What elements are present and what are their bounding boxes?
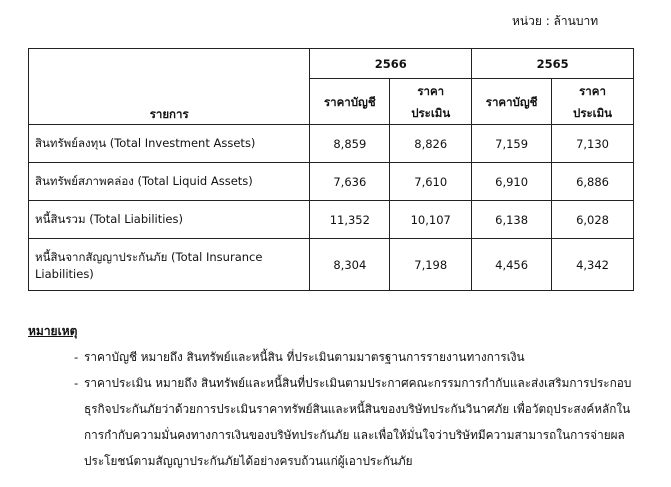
cell-value: 7,198 — [390, 239, 472, 291]
notes-title: หมายเหตุ — [28, 324, 78, 338]
cell-value: 6,910 — [472, 163, 552, 201]
note-item — [74, 370, 634, 474]
year-header-row — [29, 49, 634, 79]
row-label: หนี้สินจากสัญญาประกันภัย (Total Insurance Liabilities) — [29, 239, 310, 291]
appraised-value-header: ราคา ประเมิน — [390, 79, 472, 125]
note-text: ราคาประเมิน หมายถึง สินทรัพย์และหนี้สินที่ประเมินตามประกาศคณะกรรมการกำกับและส่งเสริมการประกอบธุรกิจประกันภัยว่าด้วยการประเมินราคาทรัพย์สินและหนี้สินของบริษัทประกันวินาศภัย เพื่อวัตถุประสงค์หลักในการกำกับความมั่นคงทางการเงินของบริษัทประกันภัย และเพื่อให้มั่นใจว่าบริษัทมีความสามารถในการจ่ายผลประโยชน์ตามสัญญาประกันภัยได้อย่างครบถ้วนแก่ผู้เอาประกันภัย — [84, 376, 632, 468]
cell-value: 8,859 — [310, 125, 390, 163]
bullet-dash: - — [74, 376, 79, 390]
cell-value: 6,138 — [472, 201, 552, 239]
cell-value: 8,826 — [390, 125, 472, 163]
row-label: หนี้สินรวม (Total Liabilities) — [29, 201, 310, 239]
table-row — [29, 125, 634, 163]
notes-list — [74, 344, 634, 474]
cell-value: 6,886 — [552, 163, 634, 201]
book-value-header: ราคาบัญชี — [310, 79, 390, 125]
appraised-value-header: ราคา ประเมิน — [552, 79, 634, 125]
cell-value: 11,352 — [310, 201, 390, 239]
bullet-dash: - — [74, 350, 79, 364]
cell-value: 4,456 — [472, 239, 552, 291]
cell-value: 7,636 — [310, 163, 390, 201]
cell-value: 4,342 — [552, 239, 634, 291]
note-item — [74, 344, 634, 370]
cell-value: 8,304 — [310, 239, 390, 291]
row-label: สินทรัพย์ลงทุน (Total Investment Assets) — [29, 125, 310, 163]
cell-value: 10,107 — [390, 201, 472, 239]
book-value-header: ราคาบัญชี — [472, 79, 552, 125]
cell-value: 7,159 — [472, 125, 552, 163]
financial-table — [28, 48, 634, 291]
year-header-2565: 2565 — [472, 49, 634, 79]
note-text: ราคาบัญชี หมายถึง สินทรัพย์และหนี้สิน ที่ประเมินตามมาตรฐานการรายงานทางการเงิน — [84, 350, 525, 364]
cell-value: 6,028 — [552, 201, 634, 239]
item-column-header: รายการ — [29, 49, 310, 125]
table-row — [29, 239, 634, 291]
row-label: สินทรัพย์สภาพคล่อง (Total Liquid Assets) — [29, 163, 310, 201]
unit-label: หน่วย : ล้านบาท — [512, 14, 599, 28]
table-row — [29, 163, 634, 201]
table-row — [29, 201, 634, 239]
cell-value: 7,610 — [390, 163, 472, 201]
year-header-2566: 2566 — [310, 49, 472, 79]
cell-value: 7,130 — [552, 125, 634, 163]
